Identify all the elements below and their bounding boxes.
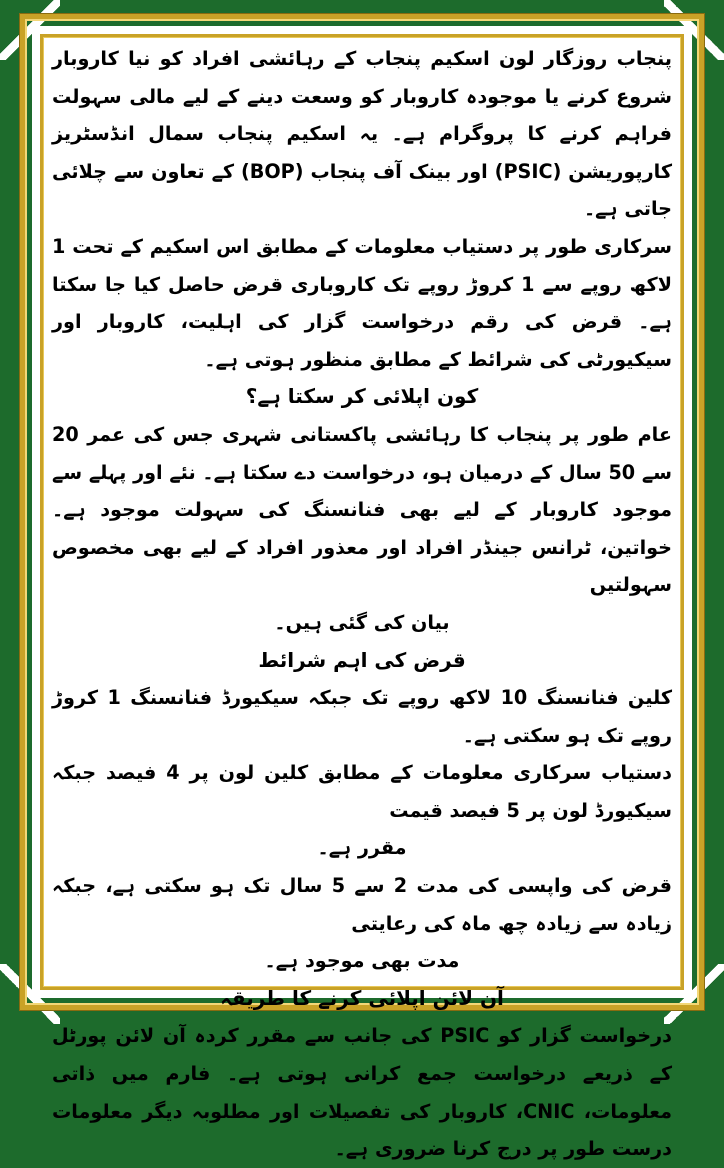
conditions-heading: قرض کی اہم شرائط (52, 642, 672, 680)
eligibility-heading: کون اپلائی کر سکتا ہے؟ (52, 378, 672, 416)
repayment-paragraph: قرض کی واپسی کی مدت 2 سے 5 سال تک ہو سکتی ہے، جبکہ زیادہ سے زیادہ چھ ماہ کی رعایتی (52, 867, 672, 942)
intro-paragraph: پنجاب روزگار لون اسکیم پنجاب کے رہائشی افراد کو نیا کاروبار شروع کرنے یا موجودہ کاروبار کو وسعت دینے کے لیے مالی سہولت فراہم کرنے کا پروگرام ہے۔ یہ اسکیم پنجاب سمال انڈسٹریز کارپوریشن (PSIC) اور بینک آف پنجاب (BOP) کے تعاون سے چلائی جاتی ہے۔ (52, 40, 672, 228)
markup-paragraph: دستیاب سرکاری معلومات کے مطابق کلین لون پر 4 فیصد جبکہ سیکیورڈ لون پر 5 فیصد قیمت (52, 754, 672, 829)
apply-online-paragraph: درخواست گزار کو PSIC کی جانب سے مقرر کردہ آن لائن پورٹل کے ذریعے درخواست جمع کرانی ہوتی ہے۔ فارم میں ذاتی معلومات، CNIC، کاروبار کی تفصیلات اور مطلوبہ دیگر معلومات درست طور پر درج کرنا ضروری ہے۔ (52, 1017, 672, 1167)
loan-amount-paragraph: سرکاری طور پر دستیاب معلومات کے مطابق اس اسکیم کے تحت 1 لاکھ روپے سے 1 کروڑ روپے تک کاروباری قرض حاصل کیا جا سکتا ہے۔ قرض کی رقم درخواست گزار کی اہلیت، کاروبار اور سیکیورٹی کی شرائط کے مطابق منظور ہوتی ہے۔ (52, 228, 672, 378)
article-body (52, 40, 672, 984)
repayment-paragraph-end: مدت بھی موجود ہے۔ (52, 942, 672, 980)
eligibility-paragraph: عام طور پر پنجاب کا رہائشی پاکستانی شہری جس کی عمر 20 سے 50 سال کے درمیان ہو، درخواست دے سکتا ہے۔ نئے اور پہلے سے موجود کاروبار کے لیے بھی فنانسنگ کی سہولت موجود ہے۔ خواتین، ٹرانس جینڈر افراد اور معذور افراد کے لیے بھی مخصوص سہولتیں (52, 416, 672, 604)
markup-paragraph-end: مقرر ہے۔ (52, 829, 672, 867)
eligibility-paragraph-end: بیان کی گئی ہیں۔ (52, 604, 672, 642)
apply-online-heading: آن لائن اپلائی کرنے کا طریقہ (52, 980, 672, 1018)
financing-limits-paragraph: کلین فنانسنگ 10 لاکھ روپے تک جبکہ سیکیورڈ فنانسنگ 1 کروڑ روپے تک ہو سکتی ہے۔ (52, 679, 672, 754)
